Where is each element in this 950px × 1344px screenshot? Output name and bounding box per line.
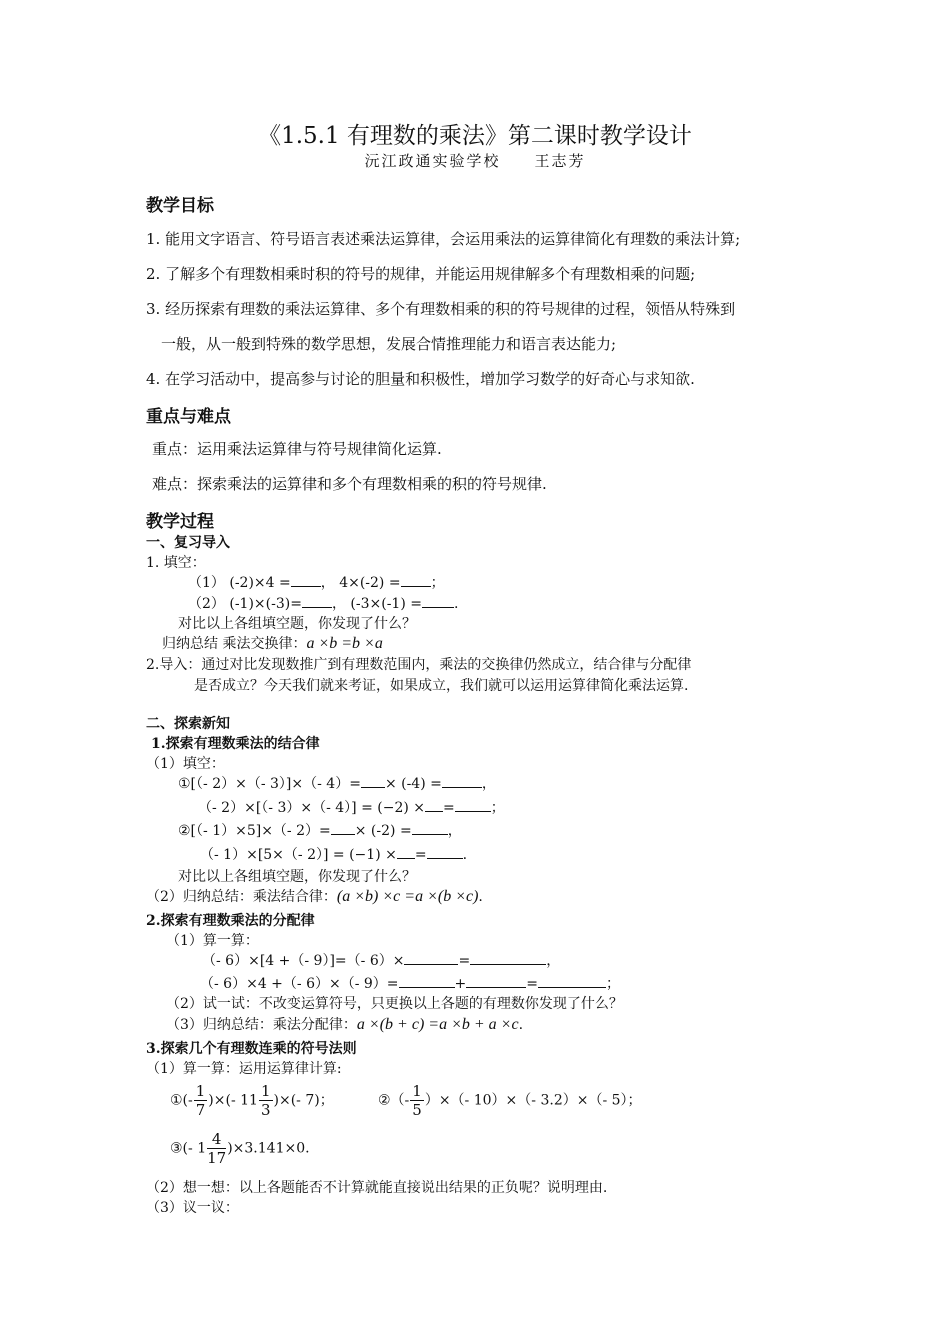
document-title: 《1.5.1 有理数的乘法》第二课时教学设计 [258,123,692,149]
part2-heading: 二、探索新知 [146,716,230,732]
part1-fill-label: 1. 填空： [146,555,206,571]
sign-question-3: ③(- 1 $\frac{4}{17}$ )×3.141×0. [170,1130,310,1167]
assoc-heading: 1.探索有理数乘法的结合律 [151,736,320,752]
assoc-compare: 对比以上各组填空题，你发现了什么？ [178,869,416,885]
assoc-expr-4: （- 1）×[5×（- 2）] = (−1) × = . [200,844,467,864]
assoc-expr-2: （- 2）×[（- 3）×（- 4）] = (−2) × = ； [198,797,505,817]
part1-intro-line1: 2.导入：通过对比发现数推广到有理数范围内，乘法的交换律仍然成立，结合律与分配律 [146,657,692,673]
assoc-summary: （2）归纳总结：乘法结合律：(a ×b) ×c =a ×(b ×c). [146,888,483,905]
assoc-fill-label: （1）填空： [146,756,225,772]
dist-calc-label: （1）算一算： [166,933,259,949]
objective-item: 一般，从一般到特殊的数学思想，发展合情推理能力和语言表达能力; [161,335,617,353]
part1-compare: 对比以上各组填空题，你发现了什么？ [178,616,416,632]
dist-summary: （3）归纳总结：乘法分配律：a ×(b + c) =a ×b + a ×c. [166,1016,524,1033]
sign-calc-label: （1）算一算：运用运算律计算: [146,1061,342,1077]
sign-question-2: ②（- $\frac{1}{5}$ ）×（- 10）×（- 3.2）×（- 5）； [378,1082,642,1119]
key-point-difficulty: 难点：探索乘法的运算律和多个有理数相乘的积的符号规律. [152,475,547,493]
sign-heading: 3.探索几个有理数连乘的符号法则 [146,1041,357,1057]
fraction: $\frac{1}{5}$ [412,1082,422,1119]
sign-discuss: （3）议一议： [146,1200,239,1216]
associative-formula: (a ×b) ×c =a ×(b ×c) [336,888,479,905]
distributive-formula: a ×(b + c) =a ×b + a ×c [356,1016,519,1033]
dist-expr-2: （- 6）×4 +（- 6）×（- 9）= + = ； [200,973,620,993]
objective-item: 3. 经历探索有理数的乘法运算律、多个有理数相乘的积的符号规律的过程，领悟从特殊到 [146,300,736,318]
part1-summary: 归纳总结 乘法交换律：a ×b =b ×a [162,635,383,652]
part1-intro-line2: 是否成立？今天我们就来考证，如果成立，我们就可以运用运算律简化乘法运算. [194,678,689,694]
part1-row1: （1） (-2)×4 = ， 4×(-2) = ； [188,572,445,592]
key-points-heading: 重点与难点 [146,407,231,427]
commutative-formula: a ×b =b ×a [306,635,383,652]
part1-heading: 一、复习导入 [146,535,230,551]
dist-try: （2）试一试：不改变运算符号，只更换以上各题的有理数你发现了什么？ [166,996,623,1012]
dist-expr-1: （- 6）×[4 +（- 9）]=（- 6）× = ， [202,950,560,970]
dist-heading: 2.探索有理数乘法的分配律 [146,913,315,929]
document-author: 沅江政通实验学校 王志芳 [364,152,586,170]
sign-question-1: ①(- $\frac{1}{7}$ )×(- 11 $\frac{1}{3}$ )×(- 7)； [170,1082,334,1119]
process-heading: 教学过程 [146,512,214,532]
fraction: $\frac{1}{3}$ [260,1082,271,1119]
objective-item: 2. 了解多个有理数相乘时积的符号的规律，并能运用规律解多个有理数相乘的问题; [146,265,696,283]
key-point-focus: 重点：运用乘法运算律与符号规律简化运算. [152,440,442,458]
objectives-heading: 教学目标 [146,196,214,216]
fraction: $\frac{1}{7}$ [195,1082,206,1119]
assoc-expr-3: ②[（- 1）×5]×（- 2）= × (-2) = ， [178,820,462,840]
sign-think: （2）想一想：以上各题能否不计算就能直接说出结果的正负呢？说明理由. [146,1180,608,1196]
objective-item: 4. 在学习活动中，提高参与讨论的胆量和积极性，增加学习数学的好奇心与求知欲. [146,370,695,388]
fraction: $\frac{4}{17}$ [207,1130,227,1167]
part1-row2: （2） (-1)×(-3)= ， (-3×(-1) = . [188,593,458,613]
assoc-expr-1: ①[（- 2）×（- 3）]×（- 4）= × (-4) = ， [178,773,496,793]
objective-item: 1. 能用文字语言、符号语言表述乘法运算律，会运用乘法的运算律简化有理数的乘法计算; [146,230,741,248]
